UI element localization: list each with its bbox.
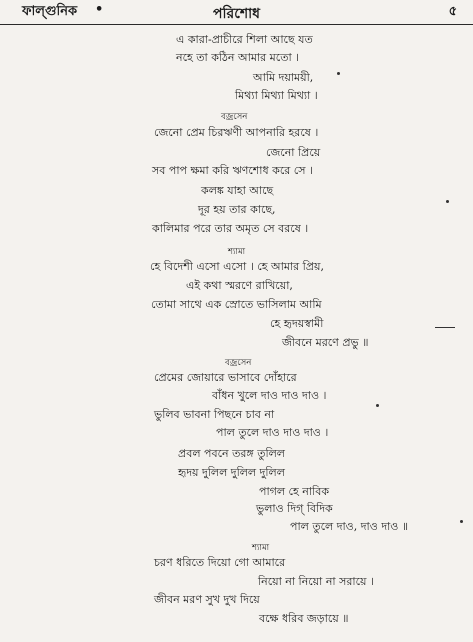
verse-line: জেনো প্রিয়ে <box>266 146 321 159</box>
verse-line: প্রেমের জোয়ারে ভাসাবে দোঁহারে <box>154 371 297 384</box>
verse-line: জীবনে মরণে প্রভু ॥ <box>282 336 369 349</box>
verse-line: হে বিদেশী এসো এসো । হে আমার প্রিয়, <box>150 260 325 273</box>
verse-line: নহে তা কঠিন আমার মতো । <box>176 51 300 64</box>
speaker-label: শ্যামা <box>228 247 246 257</box>
verse-line: ভুলাও দিগ্‌ বিদিক <box>256 502 333 515</box>
verse-line: বক্ষে ধরিব জড়ায়ে ॥ <box>259 612 349 625</box>
verse-line: দূর হয় তার কাছে, <box>198 203 276 216</box>
verse-line: জীবন মরণ সুখ দুখ দিয়ে <box>154 593 260 606</box>
print-speck <box>460 520 463 523</box>
verse-line: চরণ ধরিতে দিয়ো গো আমারে <box>154 556 286 569</box>
speaker-label: বজ্রসেন <box>221 112 248 122</box>
verse-line: নিয়ো না নিয়ো না সরায়ে । <box>258 575 374 588</box>
print-speck <box>337 72 340 75</box>
margin-mark <box>435 327 455 328</box>
book-title: ফাল্গুনিক <box>22 4 78 19</box>
verse-line: এই কথা স্মরণে রাখিয়ো, <box>186 279 293 292</box>
verse-line: জেনো প্রেম চিরঋণী আপনারি হরষে । <box>154 126 319 139</box>
header-dot: • <box>95 2 104 17</box>
verse-line: হে হৃদয়স্বামী <box>270 317 324 330</box>
print-speck <box>376 404 379 407</box>
verse-line: পাল তুলে দাও দাও দাও । <box>216 426 329 439</box>
verse-line: সব পাপ ক্ষমা করি ঋণশোধ করে সে । <box>152 164 313 177</box>
verse-line: এ কারা-প্রাচীরে শিলা আছে যত <box>176 33 313 46</box>
print-speck <box>446 200 449 203</box>
page-number: ৫ <box>448 4 457 19</box>
speaker-label: শ্যামা <box>252 543 270 553</box>
verse-line: কলঙ্ক যাহা আছে <box>201 184 274 197</box>
verse-line: বাঁধন খুলে দাও দাও দাও । <box>212 389 327 402</box>
verse-line: পাগল হে নাবিক <box>259 485 330 498</box>
speaker-label: বজ্রসেন <box>225 358 252 368</box>
verse-line: কালিমার পরে তার অমৃত সে বরষে । <box>152 222 309 235</box>
chapter-title: পরিশোধ <box>212 6 261 22</box>
verse-line: ভুলিব ভাবনা পিছনে চাব না <box>154 408 275 421</box>
page-header <box>0 0 473 25</box>
verse-line: মিথ্যা মিথ্যা মিথ্যা । <box>235 89 318 102</box>
verse-line: আমি দয়াময়ী, <box>253 71 314 84</box>
verse-line: তোমা সাথে এক স্রোতে ভাসিলাম আমি <box>151 298 322 311</box>
verse-line: হৃদয় দুলিল দুলিল দুলিল <box>178 466 285 479</box>
verse-line: প্রবল পবনে তরঙ্গ তুলিল <box>178 447 285 460</box>
verse-line: পাল তুলে দাও, দাও দাও ॥ <box>290 520 409 533</box>
